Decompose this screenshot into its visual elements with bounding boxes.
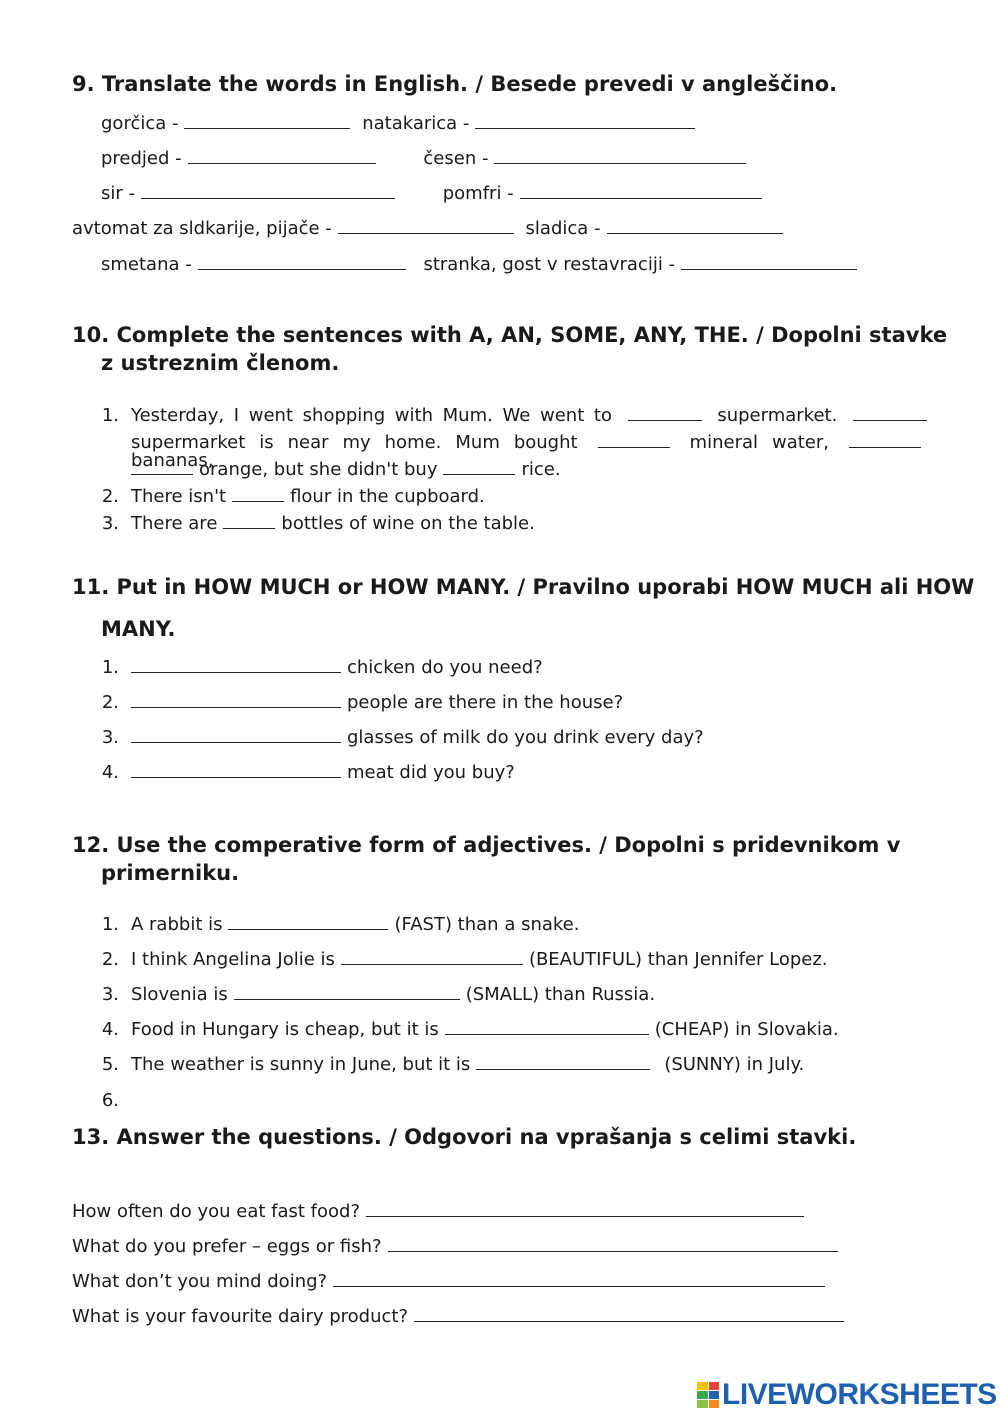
q10-heading: 10. Complete the sentences with A, AN, SOME, ANY, THE. / Dopolni stavke bbox=[72, 323, 948, 347]
q9-row-4 bbox=[72, 220, 789, 238]
q9-item-cream: smetana - bbox=[101, 254, 192, 275]
q12-text: I think Angelina Jolie is bbox=[131, 949, 335, 970]
q10-text: mineral water, bbox=[689, 432, 829, 453]
answer-blank[interactable] bbox=[131, 461, 193, 475]
q9-row-3 bbox=[101, 185, 768, 203]
q10-text: flour in the cupboard. bbox=[290, 486, 485, 507]
q10-text: bananas, bbox=[131, 450, 214, 471]
q12-text: Food in Hungary is cheap, but it is bbox=[131, 1019, 439, 1040]
q12-text: Slovenia is bbox=[131, 984, 228, 1005]
q12-item-4 bbox=[131, 1021, 839, 1039]
q12-item-2-number: 2. bbox=[101, 949, 119, 970]
answer-blank[interactable] bbox=[232, 488, 284, 502]
answer-blank[interactable] bbox=[598, 434, 670, 448]
q9-item-waitress: natakarica - bbox=[362, 113, 470, 134]
q9-item-starter: predjed - bbox=[101, 148, 182, 169]
q10-text: supermarket. bbox=[717, 405, 838, 426]
answer-blank[interactable] bbox=[475, 115, 695, 129]
q10-item-1-line-3 bbox=[131, 461, 561, 479]
q11-item-4-number: 4. bbox=[101, 762, 119, 783]
answer-line[interactable] bbox=[388, 1238, 838, 1252]
q11-item-3 bbox=[131, 729, 704, 747]
q12-item-4-number: 4. bbox=[101, 1019, 119, 1040]
q13-text: What is your favourite dairy product? bbox=[72, 1306, 409, 1327]
answer-blank[interactable] bbox=[445, 1021, 649, 1035]
q10-text: There isn't bbox=[131, 486, 227, 507]
q11-heading-cont: MANY. bbox=[101, 617, 176, 641]
answer-blank[interactable] bbox=[131, 764, 341, 778]
q13-text: What don’t you mind doing? bbox=[72, 1271, 328, 1292]
q9-row-1 bbox=[101, 115, 701, 133]
q10-heading-cont: z ustreznim členom. bbox=[101, 351, 340, 375]
answer-blank[interactable] bbox=[853, 407, 927, 421]
answer-blank[interactable] bbox=[520, 185, 762, 199]
answer-blank[interactable] bbox=[184, 115, 350, 129]
q10-item-2 bbox=[131, 488, 485, 506]
answer-blank[interactable] bbox=[341, 951, 523, 965]
q11-item-2-number: 2. bbox=[101, 692, 119, 713]
q9-heading: 9. Translate the words in English. / Besede prevedi v angleščino. bbox=[72, 72, 838, 96]
q10-text: Yesterday, I went shopping with Mum. We went to bbox=[131, 405, 612, 426]
q13-heading: 13. Answer the questions. / Odgovori na vprašanja s celimi stavki. bbox=[72, 1125, 857, 1149]
answer-blank[interactable] bbox=[198, 256, 406, 270]
q9-row-2 bbox=[101, 150, 752, 168]
q11-item-4 bbox=[131, 764, 515, 782]
q12-text: (BEAUTIFUL) than Jennifer Lopez. bbox=[528, 949, 828, 970]
answer-blank[interactable] bbox=[443, 461, 515, 475]
answer-blank[interactable] bbox=[228, 916, 388, 930]
q9-item-dessert: sladica - bbox=[525, 218, 601, 239]
q9-row-5 bbox=[101, 256, 863, 274]
answer-blank[interactable] bbox=[476, 1056, 650, 1070]
answer-line[interactable] bbox=[333, 1273, 825, 1287]
q11-text: glasses of milk do you drink every day? bbox=[347, 727, 704, 748]
q11-item-2 bbox=[131, 694, 623, 712]
q13-question-3 bbox=[72, 1273, 831, 1291]
answer-blank[interactable] bbox=[338, 220, 514, 234]
q9-item-vending-machine: avtomat za sldkarije, pijače - bbox=[72, 218, 332, 239]
q9-item-cheese: sir - bbox=[101, 183, 135, 204]
answer-blank[interactable] bbox=[131, 694, 341, 708]
q10-item-2-number: 2. bbox=[101, 486, 119, 507]
q11-item-3-number: 3. bbox=[101, 727, 119, 748]
answer-blank[interactable] bbox=[234, 986, 460, 1000]
q12-text: (SUNNY) in July. bbox=[664, 1054, 805, 1075]
q11-item-1-number: 1. bbox=[101, 657, 119, 678]
q10-text: There are bbox=[131, 513, 218, 534]
q13-question-4 bbox=[72, 1308, 850, 1326]
q9-item-fries: pomfri - bbox=[442, 183, 514, 204]
q13-text: How often do you eat fast food? bbox=[72, 1201, 360, 1222]
q12-item-1-number: 1. bbox=[101, 914, 119, 935]
q12-item-1 bbox=[131, 916, 579, 934]
answer-blank[interactable] bbox=[494, 150, 746, 164]
q12-item-2 bbox=[131, 951, 828, 969]
q12-heading-cont: primerniku. bbox=[101, 861, 240, 885]
q10-text: orange, but she didn't buy bbox=[199, 459, 438, 480]
answer-line[interactable] bbox=[366, 1203, 804, 1217]
q12-heading: 12. Use the comperative form of adjectives. / Dopolni s pridevnikom v bbox=[72, 833, 901, 857]
q12-item-3 bbox=[131, 986, 655, 1004]
q13-text: What do you prefer – eggs or fish? bbox=[72, 1236, 382, 1257]
q11-text: meat did you buy? bbox=[347, 762, 515, 783]
q12-text: (CHEAP) in Slovakia. bbox=[654, 1019, 839, 1040]
q9-item-garlic: česen - bbox=[423, 148, 489, 169]
q11-heading: 11. Put in HOW MUCH or HOW MANY. / Pravilno uporabi HOW MUCH ali HOW bbox=[72, 575, 975, 599]
q11-item-1 bbox=[131, 659, 543, 677]
answer-blank[interactable] bbox=[141, 185, 395, 199]
q12-item-6-number: 6. bbox=[101, 1090, 119, 1111]
answer-line[interactable] bbox=[414, 1308, 844, 1322]
q11-text: chicken do you need? bbox=[347, 657, 543, 678]
answer-blank[interactable] bbox=[223, 515, 275, 529]
q12-item-5 bbox=[131, 1056, 804, 1074]
liveworksheets-logo-icon bbox=[697, 1382, 719, 1408]
q10-text: bottles of wine on the table. bbox=[281, 513, 535, 534]
q10-item-3-number: 3. bbox=[101, 513, 119, 534]
liveworksheets-logo bbox=[697, 1380, 997, 1410]
q12-text: A rabbit is bbox=[131, 914, 223, 935]
q9-item-mustard: gorčica - bbox=[101, 113, 179, 134]
q12-text: (SMALL) than Russia. bbox=[465, 984, 656, 1005]
q10-text: rice. bbox=[521, 459, 561, 480]
answer-blank[interactable] bbox=[849, 434, 921, 448]
q13-question-1 bbox=[72, 1203, 810, 1221]
q9-item-customer: stranka, gost v restavraciji - bbox=[423, 254, 676, 275]
q12-text: (FAST) than a snake. bbox=[394, 914, 580, 935]
answer-blank[interactable] bbox=[607, 220, 783, 234]
q13-question-2 bbox=[72, 1238, 844, 1256]
q12-item-5-number: 5. bbox=[101, 1054, 119, 1075]
answer-blank[interactable] bbox=[188, 150, 376, 164]
liveworksheets-logo-text: LIVEWORKSHEETS bbox=[722, 1378, 997, 1411]
answer-blank[interactable] bbox=[628, 407, 702, 421]
q12-item-3-number: 3. bbox=[101, 984, 119, 1005]
answer-blank[interactable] bbox=[131, 729, 341, 743]
q11-text: people are there in the house? bbox=[347, 692, 624, 713]
answer-blank[interactable] bbox=[681, 256, 857, 270]
answer-blank[interactable] bbox=[131, 659, 341, 673]
q12-text: The weather is sunny in June, but it is bbox=[131, 1054, 471, 1075]
q10-text: supermarket is near my home. Mum bought bbox=[131, 432, 578, 453]
q10-item-1-number: 1. bbox=[101, 405, 119, 426]
q10-item-3 bbox=[131, 515, 535, 533]
